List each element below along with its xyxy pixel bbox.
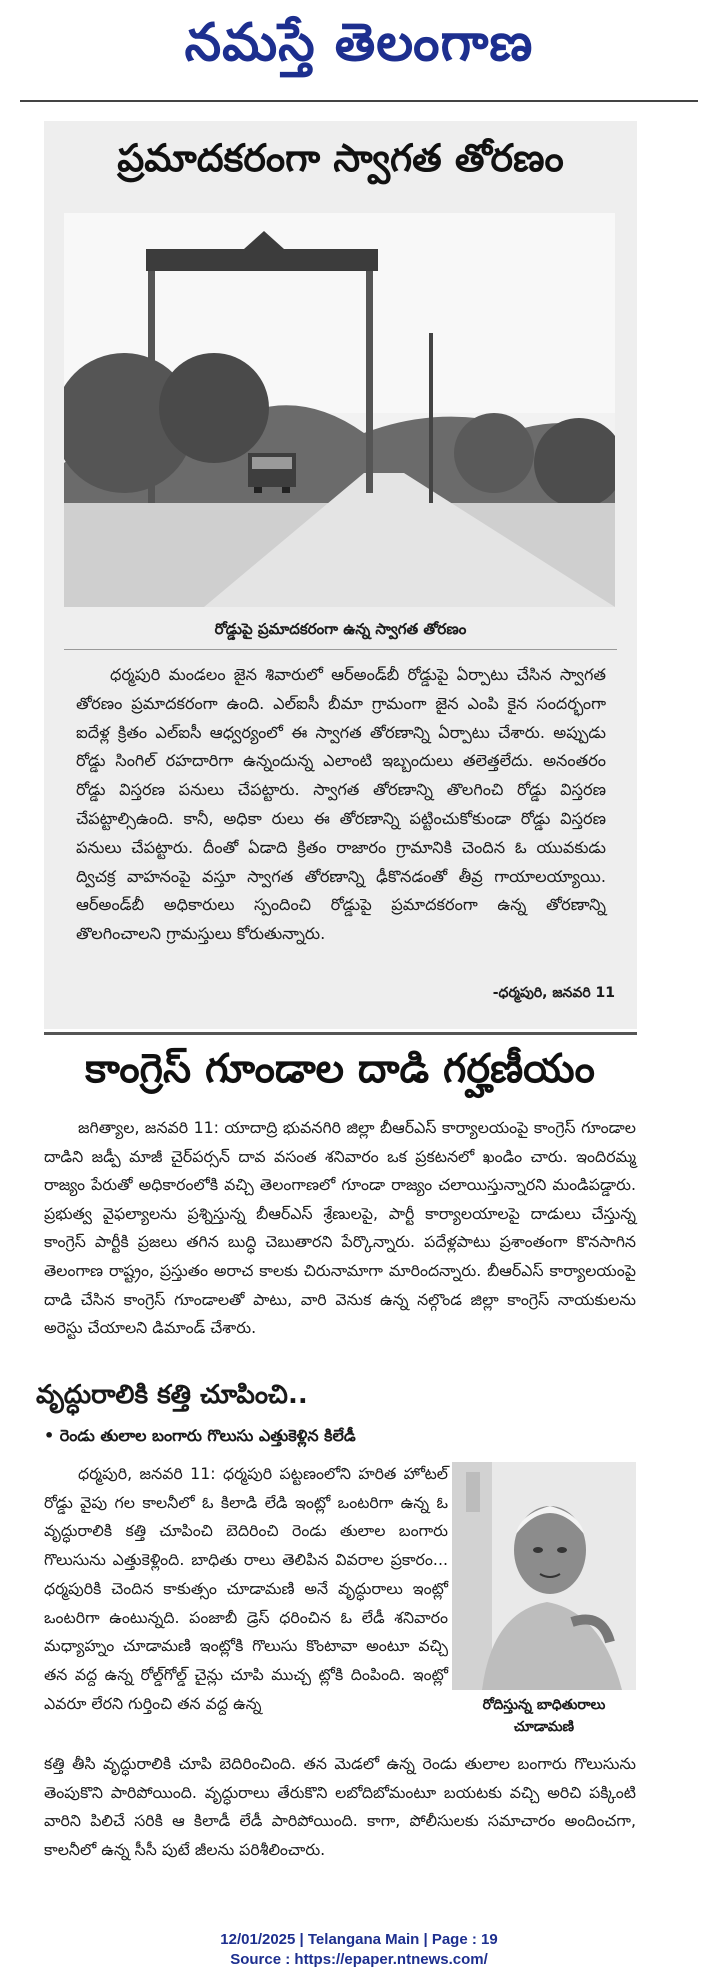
article-body: కత్తి తీసి వృద్ధురాలికి చూపి బెదిరించింది. తన మెడలో ఉన్న రెండు తులాల బంగారు గొలుసును తెంపుకొని పారిపోయింది. వృద్ధురాలు తేరుకొని లబోదిబోమంటూ బయటకు వచ్చి అరిచి పక్కింటి వారిని పిలిచే సరికి ఆ కిలాడీ లేడీ పారిపోయింది. కాగా, పోలీసులకు సమాచారం అందించగా, కాలనీలో ఉన్న సీసీ పుటే జీలను పరిశీలించారు. xyxy=(44,1754,636,1860)
photo-caption: రోదిస్తున్న బాధితురాలు చూడామణి xyxy=(482,1697,606,1735)
section-divider xyxy=(44,1032,637,1035)
footer-source: Source : https://epaper.ntnews.com/ xyxy=(230,1951,488,1968)
article-body: జగిత్యాల, జనవరి 11: యాదాద్రి భువనగిరి జిల్లా బీఆర్‌ఎస్ కార్యాలయంపై కాంగ్రెస్ గూండాల దాడిని జడ్పీ మాజీ చైర్‌పర్సన్ దావ వసంత శనివారం ఒక ప్రకటనలో ఖండిం చారు. ఇందిరమ్మ రాజ్యం పేరుతో అధికారంలోకి వచ్చి తెలంగాణలో గూండా రాజ్యం చలాయిస్తున్నారని మండిపడ్డారు. ప్రభుత్వ వైఫల్యాలను ప్రశ్నిస్తున్న బీఆర్‌ఎస్ శ్రేణులపై, పార్టీ కార్యాలయాలపై దాడులు చేస్తున్న కాంగ్రెస్ పార్టీకి ప్రజలు తగిన బుద్ధి చెబుతారని పేర్కొన్నారు. పదేళ్లపాటు ప్రశాంతంగా కొనసాగిన తెలంగాణ రాష్ట్రం, ప్రస్తుతం అరాచ కాలకు చిరునామాగా మారిందన్నారు. బీఆర్‌ఎస్ కార్యాలయంపై దాడి చేసిన కాంగ్రెస్ గూండాలతో పాటు, వారి వెనుక ఉన్న నల్గొండ జిల్లా కాంగ్రెస్ నాయకులను అరెస్టు చేయాలని డిమాండ్ చేశారు. xyxy=(44,1118,636,1338)
masthead-divider xyxy=(20,100,698,102)
article-headline: ప్రమాదకరంగా స్వాగత తోరణం xyxy=(117,136,564,180)
masthead xyxy=(0,0,718,100)
arch-road-photo xyxy=(64,213,615,607)
newspaper-title: నమస్తే తెలంగాణ xyxy=(184,12,534,73)
article-headline: కాంగ్రెస్ గూండాల దాడి గర్హణీయం xyxy=(85,1046,595,1092)
victim-photo xyxy=(452,1462,636,1690)
photo-caption: రోడ్డుపై ప్రమాదకరంగా ఉన్న స్వాగత తోరణం xyxy=(214,620,467,638)
article-body: ధర్మపురి మండలం జైన శివారులో ఆర్‌అండ్‌బీ రోడ్డుపై ఏర్పాటు చేసిన స్వాగత తోరణం ప్రమాదకరంగా ఉంది. ఎల్‌ఐసీ బీమా గ్రామంగా జైన ఎంపి కైన సందర్భంగా ఐదేళ్ల క్రితం ఎల్‌ఐసీ ఆధ్వర్యంలో ఈ స్వాగత తోరణాన్ని ఏర్పాటు చేశారు. అప్పుడు రోడ్డు సింగిల్ రహదారిగా ఉన్నందున్న ఎలాంటి ఇబ్బందులు తలెత్తలేదు. అనంతరం రోడ్డు విస్తరణ పనులు చేపట్టారు. స్వాగత తోరణాన్ని తొలగించి రోడ్డు విస్తరణ చేపట్టాల్సిఉంది. కానీ, అధికా రులు ఈ తోరణాన్ని పట్టించుకోకుండా రోడ్డు విస్తరణ పనులు చేపట్టారు. దీంతో ఏడాది క్రితం రాజారం గ్రామానికి చెందిన ఓ యువకుడు ద్విచక్ర వాహనంపై వస్తూ స్వాగత తోరణాన్ని ఢీకొనడంతో తీవ్ర గాయాలయ్యాయి. ఆర్‌అండ్‌బీ అధికారులు స్పందించి రోడ్డుపై ప్రమాదకరంగా ఉన్న తోరణాన్ని తొలగించాలని గ్రామస్తులు కోరుతున్నారు. xyxy=(76,665,606,944)
article-dateline: -ధర్మపురి, జనవరి 11 xyxy=(492,985,615,1001)
footer-edition-info: 12/01/2025 | Telangana Main | Page : 19 xyxy=(220,1931,498,1948)
page-footer xyxy=(0,1930,718,1970)
article-headline: వృద్ధురాలికి కత్తి చూపించి.. xyxy=(36,1380,308,1410)
article-subheadline: • రెండు తులాల బంగారు గొలుసు ఎత్తుకెళ్లిన కిలేడీ xyxy=(44,1426,356,1445)
article-welcome-arch xyxy=(44,121,637,1029)
article-body: ధర్మపురి, జనవరి 11: ధర్మపురి పట్టణంలోని హరిత హోటల్ రోడ్డు వైపు గల కాలనీలో ఓ కిలాడి లేడి ఇంట్లో ఒంటరిగా ఉన్న ఓ వృద్ధురాలికి కత్తి చూపించి బెదిరించి రెండు తులాల బంగారు గొలుసును ఎత్తుకెళ్లింది. బాధితు రాలు తెలిపిన వివరాల ప్రకారం... ధర్మపురికి చెందిన కాకుత్సం చూడామణి అనే వృద్ధురాలు ఇంట్లో ఒంటరిగా ఉంటున్నది. పంజాబీ డ్రెస్ ధరించిన ఓ లేడీ శనివారం మధ్యాహ్నం చూడామణి ఇంట్లోకి గొలుసు కొంటావా అంటూ వచ్చి తన వద్ద ఉన్న రోల్డ్‌గోల్డ్ చైన్లు చూపి ముచ్చ ట్లోకి దింపింది. ఇంట్లో ఎవరూ లేరని గుర్తించి తన వద్ద ఉన్న xyxy=(44,1464,448,1713)
caption-divider xyxy=(64,649,617,650)
